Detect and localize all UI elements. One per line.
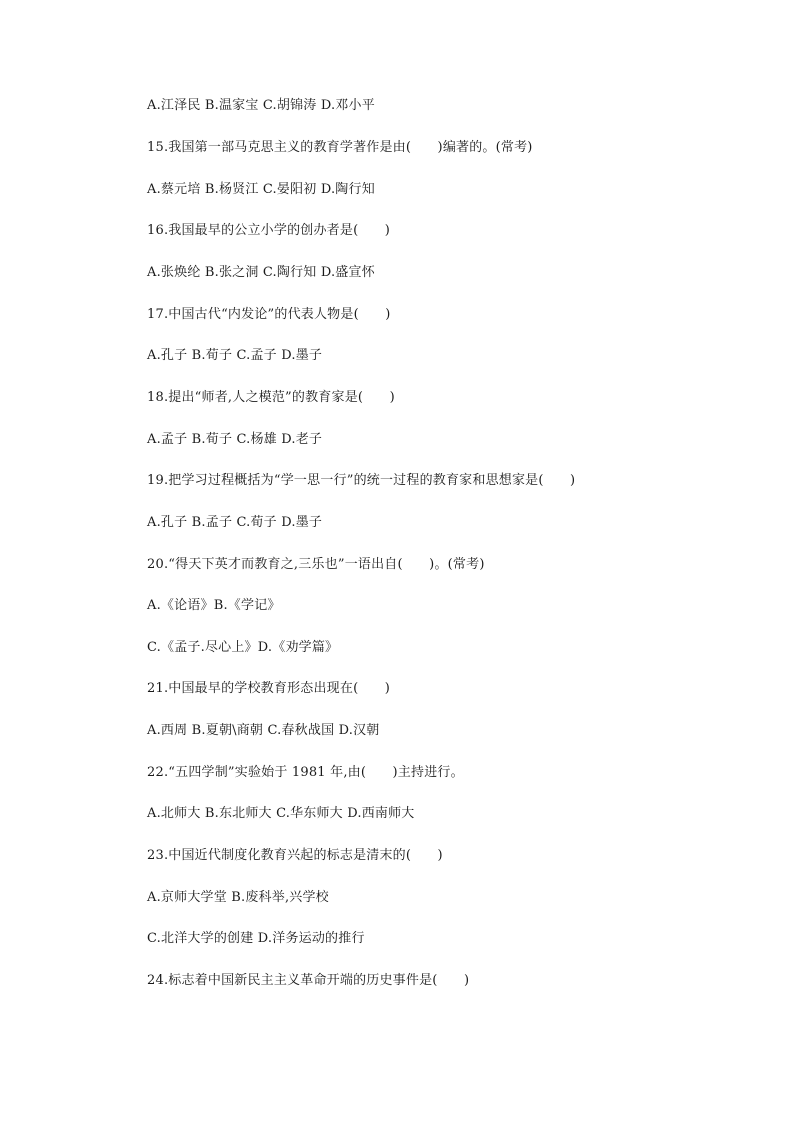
q20-question: 20.“得天下英才而教育之,三乐也”一语出自( )。(常考)	[147, 557, 485, 572]
q15-question: 15.我国第一部马克思主义的教育学著作是由( )编著的。(常考)	[147, 140, 533, 155]
q20-options-c-d: C.《孟子.尽心上》D.《劝学篇》	[147, 640, 339, 655]
q23-options-a-b: A.京师大学堂 B.废科举,兴学校	[147, 890, 329, 905]
q23-options-c-d: C.北洋大学的创建 D.洋务运动的推行	[147, 931, 365, 946]
q15-options: A.蔡元培 B.杨贤江 C.晏阳初 D.陶行知	[147, 182, 375, 197]
q20-options-a-b: A.《论语》B.《学记》	[147, 598, 281, 613]
q21-question: 21.中国最早的学校教育形态出现在( )	[147, 681, 391, 696]
q19-options: A.孔子 B.孟子 C.荀子 D.墨子	[147, 515, 323, 530]
q22-question: 22.“五四学制”实验始于 1981 年,由( )主持进行。	[147, 765, 464, 780]
q21-options: A.西周 B.夏朝\商朝 C.春秋战国 D.汉朝	[147, 723, 380, 738]
q18-question: 18.提出“师者,人之模范”的教育家是( )	[147, 390, 395, 405]
q17-question: 17.中国古代“内发论”的代表人物是( )	[147, 307, 391, 322]
q17-options: A.孔子 B.荀子 C.孟子 D.墨子	[147, 348, 323, 363]
q24-question: 24.标志着中国新民主主义革命开端的历史事件是( )	[147, 973, 470, 988]
q23-question: 23.中国近代制度化教育兴起的标志是清末的( )	[147, 848, 443, 863]
q16-options: A.张焕纶 B.张之洞 C.陶行知 D.盛宣怀	[147, 265, 375, 280]
q16-question: 16.我国最早的公立小学的创办者是( )	[147, 223, 391, 238]
q19-question: 19.把学习过程概括为“学一思一行”的统一过程的教育家和思想家是( )	[147, 473, 576, 488]
q18-options: A.孟子 B.荀子 C.杨雄 D.老子	[147, 432, 323, 447]
q14-options: A.江泽民 B.温家宝 C.胡锦涛 D.邓小平	[147, 98, 375, 113]
q22-options: A.北师大 B.东北师大 C.华东师大 D.西南师大	[147, 806, 415, 821]
